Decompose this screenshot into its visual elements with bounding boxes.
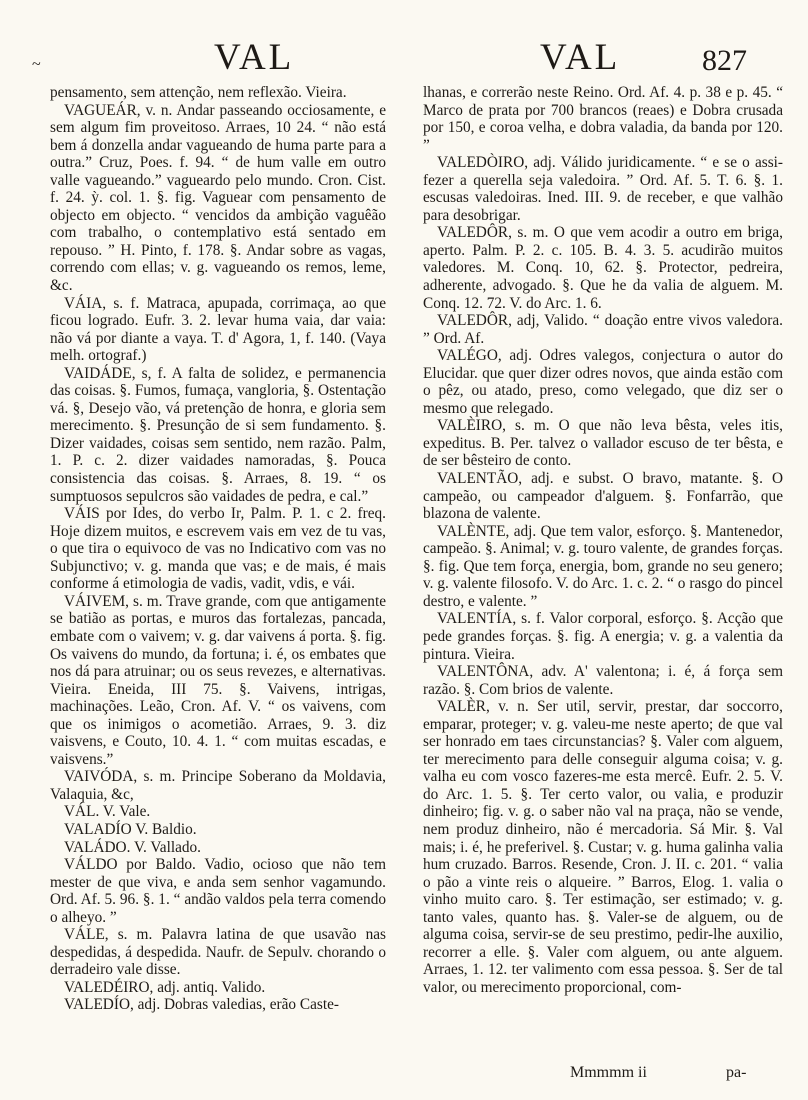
entry-paragraph: pensamento, sem attenção, nem reflexão. Vieira.: [50, 84, 347, 101]
entry-paragraph: VALÉGO, adj. Odres valegos, conjectura o autor do Elucidar. que quer dizer odres novos, que ainda estão com o pêz, ou atado, preso, como velegado, que diz ser o mesmo que relegado.: [423, 347, 783, 417]
entry-paragraph: VALENTÍA, s. f. Valor corporal, esforço. §. Acção que pede grandes forças. §. fig. A energia; v. g. a valentia da pintura. Vieira.: [423, 610, 783, 663]
entry-paragraph: VALADÍO V. Baldio.: [64, 820, 197, 838]
entry-paragraph: VÁLE, s. m. Palavra latina de que usavão nas despedidas, á despedida. Naufr. de Sepulv. chorando o derradeiro vale disse.: [50, 926, 386, 979]
left-headword: VAL: [214, 37, 295, 78]
entry-paragraph: VALÁDO. V. Vallado.: [64, 838, 201, 856]
entry-paragraph: VALEDÒIRO, adj. Válido juridicamente. “ e se o assi-fezer a querella seja valedoira. ” Ord. Af. 5. T. 6. §. 1. escusas valedoiras. Ined. III. 9. de receber, e que valhão para desobrigar.: [423, 154, 783, 224]
page-number: 827: [702, 44, 747, 77]
entry-paragraph: VALÈR, v. n. Ser util, servir, prestar, dar soccorro, emparar, proteger; v. g. valeu-me neste aperto; de que val ser honrado em taes circunstancias? §. Valer com alguem, ter merecimento para delle conseguir alguma coisa; v. g. valha eu com vosco fazeres-me esta mercê. Eufr. 2. 5. V. do Arc. 1. 5. §. Ter certo valor, ou valia, e produzir dinheiro; fig. v. g. o saber não val na praça, não se vende, nem produz dinheiro, não é mercadoria. Sá Mir. §. Val mais; i. é, he preferivel. §. Custar; v. g. huma galinha valia hum cruzado. Barros. Resende, Cron. J. II. c. 201. “ valia o pão a vinte reis o alqueire. ” Barros, Elog. 1. valia o vinho muito caro. §. Ter estimação, ser estimado; v. g. tanto vales, quanto has. §. Valer-se de alguem, ou de alguma coisa, servir-se de seu prestimo, pedir-lhe auxilio, recorrer a elle. §. Valer com alguem, ou ante alguem. Arraes, 1. 12. ter valimento com essa pessoa. §. Ser de tal valor, ou merecimento proporcional, com-: [423, 698, 783, 996]
corner-mark: ~: [32, 56, 41, 73]
page-footer: [0, 1064, 808, 1088]
entry-paragraph: VALENTÔNA, adv. A' valentona; i. é, á força sem razão. §. Com brios de valente.: [423, 663, 783, 698]
entry-paragraph: VÁLDO por Baldo. Vadio, ocioso que não tem mester de que viva, e anda sem senhor vagamundo. Ord. Af. 5. 96. §. 1. “ andão valdos pela terra comendo o alheyo. ”: [50, 856, 386, 926]
catchword: pa-: [726, 1064, 747, 1081]
entry-paragraph: VALENTÃO, adj. e subst. O bravo, matante. §. O campeão, ou campeador d'alguem. §. Fonfarrão, que blazona de valente.: [423, 470, 783, 523]
entry-paragraph: VALÈNTE, adj. Que tem valor, esforço. §. Mantenedor, campeão. §. Animal; v. g. touro valente, de grandes forças. §. fig. Que tem força, energia, bom, grande no seu genero; v. g. valente filosofo. V. do Arc. 1. c. 2. “ o rasgo do pincel destro, e valente. ”: [423, 522, 783, 610]
entry-paragraph: VÁL. V. Vale.: [64, 803, 151, 821]
entry-paragraph: VALEDÔR, adj, Valido. “ doação entre vivos valedora. ” Ord. Af.: [423, 312, 783, 347]
entry-paragraph: VALEDÉIRO, adj. antiq. Valido.: [64, 978, 266, 996]
signature-mark: Mmmmm ii: [570, 1064, 647, 1081]
entry-paragraph: VALEDÍO, adj. Dobras valedias, erão Caste-: [64, 996, 339, 1014]
entry-paragraph: VAIVÓDA, s. m. Principe Soberano da Moldavia, Valaquia, &c,: [50, 768, 386, 803]
entry-paragraph: lhanas, e correrão neste Reino. Ord. Af. 4. p. 38 e p. 45. “ Marco de prata por 700 brancos (reaes) e Dobra crusada por 150, e coroa velha, e dobra valadia, da banda por 120. ”: [423, 84, 783, 154]
right-headword: VAL: [540, 37, 621, 78]
left-column: [50, 84, 386, 1084]
entry-paragraph: VALÈIRO, s. m. O que não leva bêsta, veles itis, expeditus. B. Per. talvez o vallador escuso de ter bêsta, e de ser bêsteiro de conto.: [423, 417, 783, 470]
entry-paragraph: VAGUEÁR, v. n. Andar passeando occiosamente, e sem algum fim proveitoso. Arraes, 10 24. “ não está bem á donzella andar vagueando de huma parte para a outra.” Cruz, Poes. f. 94. “ de hum valle em outro valle vagueando.” vagueardo pelo mundo. Cron. Cist. f. 24. ỳ. col. 1. §. fig. Vaguear com pensamento de objecto em objecto. “ vencidos da ambição vaguêão com trabalho, o contemplativo está sentado em repouso. ” H. Pinto, f. 178. §. Andar sobre as vagas, correndo com ellas; v. g. vagueando os remos, leme, &c.: [50, 101, 386, 295]
right-column: [423, 84, 783, 1084]
running-head: [0, 36, 808, 80]
entry-paragraph: VÁIA, s. f. Matraca, apupada, corrimaça, ao que ficou logrado. Eufr. 3. 2. levar huma vaia, dar vaia: não vá por diante a vaya. T. d' Agora, 1, f. 140. (Vaya melh. ortograf.): [50, 294, 386, 365]
entry-paragraph: VAIDÁDE, s, f. A falta de solidez, e permanencia das coisas. §. Fumos, fumaça, vangloria, §. Ostentação vá. §, Desejo vão, vá pretenção de honra, e gloria sem merecimento. §. Presunção de si sem fundamento. §. Dizer vaidades, coisas sem sentido, nem razão. Palm, 1. P. c. 2. dizer vaidades namoradas, §. Pouca consistencia das coisas. §. Arraes, 8. 19. “ os sumptuosos sepulcros são vaidades de pedra, e cal.”: [50, 364, 386, 505]
entry-paragraph: VÁIS por Ides, do verbo Ir, Palm. P. 1. c 2. freq. Hoje dizem muitos, e escrevem vais em vez de tu vas, o que tira o equivoco de vas no Indicativo com vas no Subjunctivo; v. g. manda que vas; e de mais, é mais conforme á etimologia de vadis, vadit, vdis, e vái.: [50, 505, 386, 593]
entry-paragraph: VÁIVEM, s. m. Trave grande, com que antigamente se batião as portas, e muros das fortalezas, pancada, embate com o vaivem; v. g. dar vaivens á porta. §. fig. Os vaivens do mundo, da fortuna; i. é, os embates que nos dá para atruinar; ou os seus revezes, e alternativas. Vieira. Eneida, III 75. §. Vaivens, intrigas, machinações. Leão, Cron. Af. V. “ os vaivens, com que os inimigos o acometião. Arraes, 9. 3. diz vaisvens, e Couto, 10. 4. 1. “ com muitas escadas, e vaisvens.”: [50, 592, 386, 768]
entry-paragraph: VALEDÔR, s. m. O que vem acodir a outro em briga, aperto. Palm. P. 2. c. 105. B. 4. 3. 5. acudirão muitos valedores. M. Conq. 10, 62. §. Protector, pedreira, adherente, advogado. §. Que he da valia de alguem. M. Conq. 12. 72. V. do Arc. 1. 6.: [423, 224, 783, 312]
